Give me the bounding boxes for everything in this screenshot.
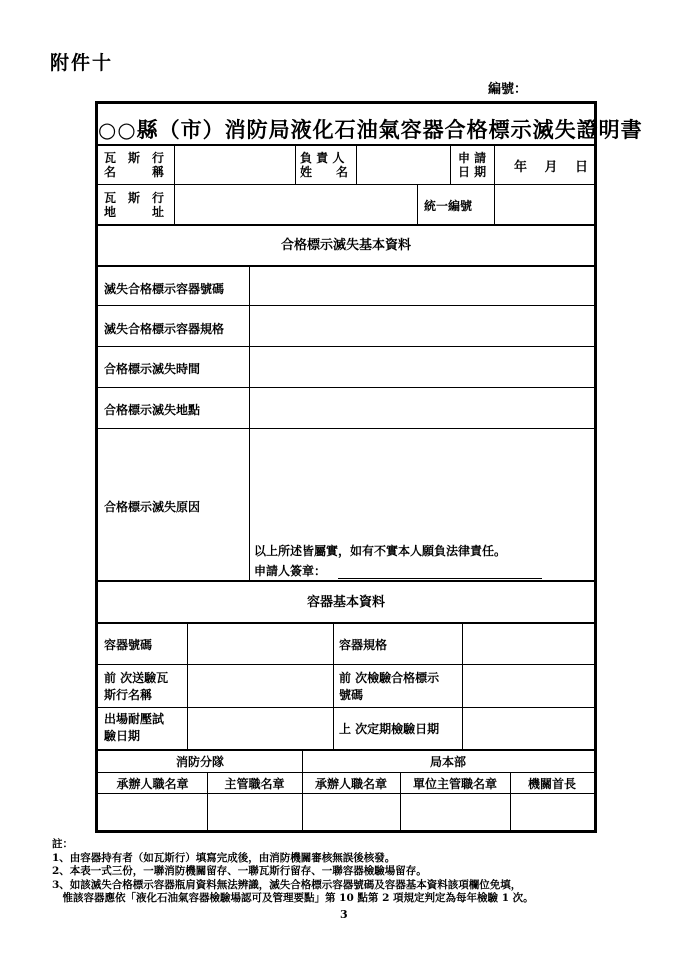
fire-unit-handler-seal-field[interactable] (100, 795, 205, 830)
notes-label: 註： (52, 838, 73, 850)
apply-date-field[interactable]: 年 月 日 (514, 160, 589, 175)
title-divider (98, 144, 594, 146)
hq-handler-seal-label: 承辦人職名章 (314, 777, 387, 791)
note-item: 1、由容器持有者（如瓦斯行）填寫完成後，由消防機關審核無誤後核發。 (52, 851, 396, 864)
prev-mark-number-label: 前 次檢驗合格標示 號碼 (339, 671, 440, 703)
section1-heading: 合格標示滅失基本資料 (280, 238, 411, 253)
page-number: 3 (340, 908, 348, 921)
pressure-test-date-field[interactable] (189, 709, 331, 747)
agency-head-seal-field[interactable] (512, 795, 592, 830)
row1-divider-1 (174, 145, 175, 225)
company-name-label: 瓦 斯 行 名 稱 (104, 151, 165, 180)
s1-row3-bottom (98, 387, 594, 388)
fire-unit-handler-seal-label: 承辦人職名章 (116, 777, 189, 791)
last-inspection-date-label: 上 次定期檢驗日期 (339, 722, 440, 736)
form-title: ○○縣（市）消防局液化石油氣容器合格標示滅失證明書 (98, 117, 643, 142)
company-address-label: 瓦 斯 行 地 址 (104, 191, 165, 220)
attachment-label: 附件十 (50, 52, 114, 74)
note-item: 3、如該滅失合格標示容器瓶肩資料無法辨識，滅失合格標示容器號碼及容器基本資料該項欄位免填， (52, 878, 522, 891)
company-address-field[interactable] (176, 187, 416, 223)
section2-bottom (98, 749, 594, 751)
row1-bottom (98, 184, 594, 185)
loss-time-field[interactable] (251, 349, 591, 385)
s2-row2-bottom (98, 707, 594, 708)
declaration-text: 以上所述皆屬實，如有不實本人願負法律責任。 (254, 544, 507, 558)
applicant-signature-label: 申請人簽章： (254, 564, 327, 578)
section2-heading: 容器基本資料 (306, 595, 385, 610)
owner-name-field[interactable] (358, 147, 448, 183)
apply-date-label: 申 請 日 期 (458, 151, 487, 180)
fire-unit-heading: 消防分隊 (175, 755, 224, 769)
s2-divider-2 (333, 623, 334, 749)
note-item: 惟該容器應依「液化石油氣容器檢驗場認可及管理要點」第 10 點第 2 項規定判定為每年檢驗 1 次。 (52, 892, 534, 904)
s2-divider-3 (462, 623, 463, 749)
prev-company-field[interactable] (189, 666, 331, 705)
row1-divider-4 (450, 145, 451, 185)
container-spec-field[interactable] (464, 625, 592, 662)
container-number-label: 容器號碼 (104, 638, 153, 652)
headquarters-heading: 局本部 (429, 755, 466, 769)
agency-head-seal-label: 機關首長 (527, 777, 576, 791)
s1-row2-bottom (98, 346, 594, 347)
row1-divider-3 (356, 145, 357, 185)
s2-row1-bottom (98, 664, 594, 665)
lost-container-spec-field[interactable] (251, 308, 591, 344)
s1-row1-bottom (98, 305, 594, 306)
prev-mark-number-field[interactable] (464, 666, 592, 705)
loss-location-field[interactable] (251, 390, 591, 426)
fire-unit-supervisor-seal-field[interactable] (209, 795, 300, 830)
unified-number-field[interactable] (496, 187, 592, 223)
pressure-test-date-label: 出場耐壓試 驗日期 (104, 712, 165, 744)
row1-divider-2 (295, 145, 296, 185)
signature-line[interactable] (338, 578, 542, 579)
loss-location-label: 合格標示滅失地點 (104, 403, 201, 417)
s1-row4-bottom (98, 428, 594, 429)
container-spec-label: 容器規格 (339, 638, 388, 652)
unified-number-label: 統一編號 (424, 199, 473, 213)
hq-handler-seal-field[interactable] (304, 795, 398, 830)
owner-name-label: 負 責 人 姓 名 (300, 151, 349, 180)
lost-container-number-label: 滅失合格標示容器號碼 (104, 282, 225, 296)
s2-divider-1 (187, 623, 188, 749)
section1-bottom (98, 580, 594, 582)
last-inspection-date-field[interactable] (464, 709, 592, 747)
section1-heading-bottom (98, 265, 594, 267)
note-item: 2、本表一式三份，一聯消防機關留存、一聯瓦斯行留存、一聯容器檢驗場留存。 (52, 865, 427, 877)
section1-divider (249, 266, 250, 580)
approval-heading-bottom (98, 772, 594, 773)
hq-unit-supervisor-seal-field[interactable] (402, 795, 508, 830)
loss-time-label: 合格標示滅失時間 (104, 362, 201, 376)
row2-bottom (98, 224, 594, 226)
loss-reason-label: 合格標示滅失原因 (104, 500, 201, 514)
prev-company-label: 前 次送驗瓦 斯行名稱 (104, 671, 169, 703)
hq-unit-supervisor-seal-label: 單位主管職名章 (412, 777, 497, 791)
lost-container-number-field[interactable] (251, 268, 591, 304)
loss-reason-field[interactable] (251, 431, 591, 531)
fire-unit-supervisor-seal-label: 主管職名章 (224, 777, 285, 791)
approval-label-bottom (98, 793, 594, 794)
row2-divider (417, 185, 418, 225)
notes-section (52, 838, 534, 906)
certificate-form (95, 101, 643, 833)
lost-container-spec-label: 滅失合格標示容器規格 (104, 322, 225, 336)
company-name-field[interactable] (176, 147, 294, 183)
row1-divider-5 (494, 145, 495, 225)
section2-heading-bottom (98, 622, 594, 624)
container-number-field[interactable] (189, 625, 331, 662)
serial-number-label: 編號： (488, 82, 528, 97)
